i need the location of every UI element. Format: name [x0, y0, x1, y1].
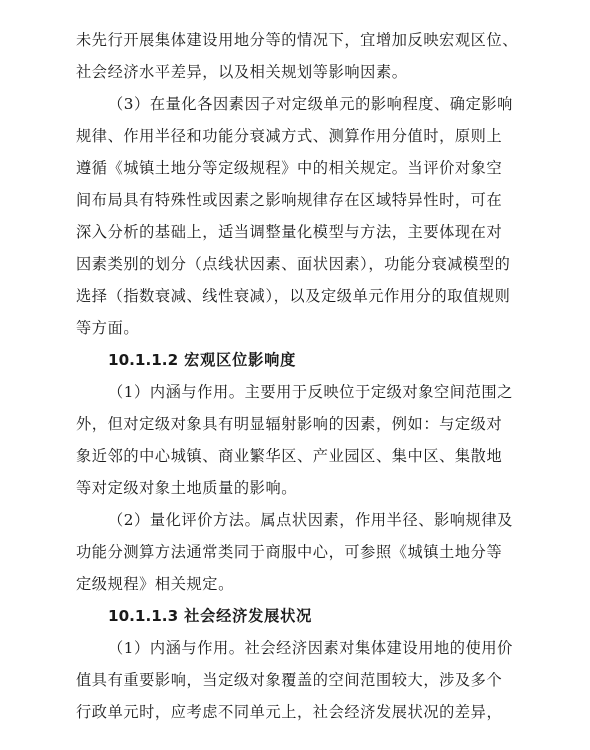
- text-line: 深入分析的基础上，适当调整量化模型与方法，主要体现在对: [76, 223, 503, 241]
- text-line: 行政单元时，应考虑不同单元上，社会经济发展状况的差异，: [76, 703, 503, 721]
- text-line: （1）内涵与作用。社会经济因素对集体建设用地的使用价: [108, 639, 513, 657]
- section-title: 社会经济发展状况: [184, 607, 313, 625]
- text-line: （1）内涵与作用。主要用于反映位于定级对象空间范围之: [108, 383, 513, 401]
- section-heading: [108, 350, 296, 370]
- text-line: （2）量化评价方法。属点状因素，作用半径、影响规律及: [108, 511, 513, 529]
- section-number: 10.1.1.2: [108, 351, 179, 369]
- section-heading: [108, 606, 312, 626]
- text-line: 外，但对定级对象具有明显辐射影响的因素，例如：与定级对: [76, 415, 503, 433]
- text-line: 间布局具有特殊性或因素之影响规律存在区域特异性时，可在: [76, 191, 503, 209]
- text-line: 因素类别的划分（点线状因素、面状因素），功能分衰减模型的: [76, 255, 511, 273]
- text-line: 规律、作用半径和功能分衰减方式、测算作用分值时，原则上: [76, 127, 503, 145]
- text-line: 选择（指数衰减、线性衰减），以及定级单元作用分的取值规则: [76, 287, 511, 305]
- section-title: 宏观区位影响度: [184, 351, 297, 369]
- text-line: 等方面。: [76, 319, 140, 337]
- text-line: 遵循《城镇土地分等定级规程》中的相关规定。当评价对象空: [76, 159, 503, 177]
- text-line: （3）在量化各因素因子对定级单元的影响程度、确定影响: [108, 95, 513, 113]
- text-line: 社会经济水平差异，以及相关规划等影响因素。: [76, 63, 408, 81]
- text-line: 定级规程》相关规定。: [76, 575, 234, 593]
- text-line: 值具有重要影响，当定级对象覆盖的空间范围较大，涉及多个: [76, 671, 503, 689]
- text-line: 等对定级对象土地质量的影响。: [76, 479, 298, 497]
- text-line: 象近邻的中心城镇、商业繁华区、产业园区、集中区、集散地: [76, 447, 503, 465]
- section-number: 10.1.1.3: [108, 607, 179, 625]
- text-line: 功能分测算方法通常类同于商服中心，可参照《城镇土地分等: [76, 543, 503, 561]
- text-line: 未先行开展集体建设用地分等的情况下，宜增加反映宏观区位、: [76, 31, 519, 49]
